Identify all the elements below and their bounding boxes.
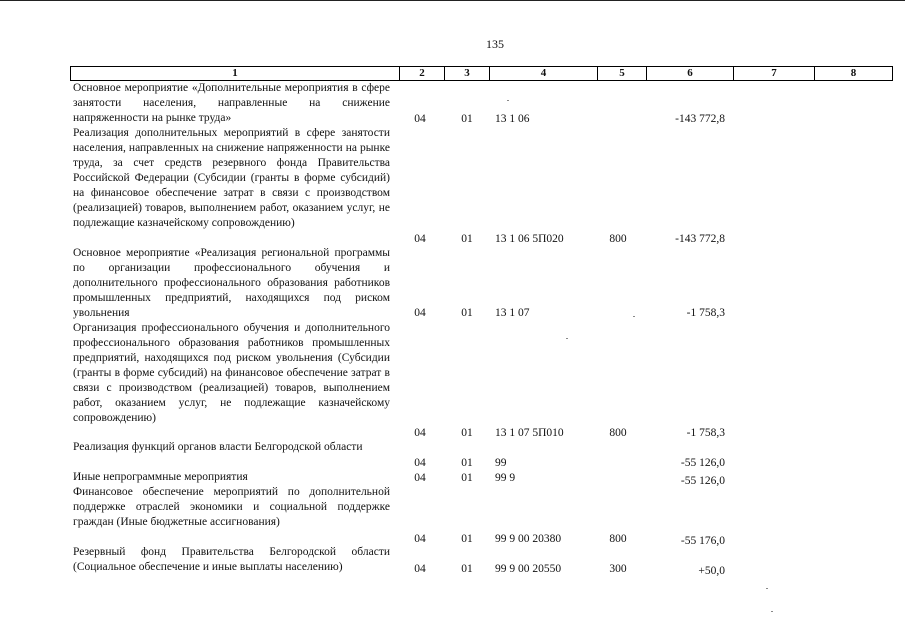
row-amount: -143 772,8 [675,233,725,245]
row-expense-type: 300 [609,563,627,575]
page-top-edge [0,0,905,1]
row-description: Финансовое обеспечение мероприятий по дополнительной поддержке отраслей экономики и социальной поддержке граждан (Иные бюджетные ассигнования) [73,486,390,528]
row-target-code: 99 9 00 20550 [495,563,562,575]
row-description: Основное мероприятие «Дополнительные мероприятия в сфере занятости населения, направленные на снижение напряженности на рынке труда» [73,82,390,124]
row-target-code: 13 1 06 [495,113,530,125]
row-subsection-code: 01 [461,307,473,319]
row-amount: -1 758,3 [686,427,725,439]
row-subsection-code: 01 [461,113,473,125]
scan-speck [566,338,568,339]
column-header-table [70,66,893,81]
row-amount: +50,0 [698,565,725,577]
row-section-code: 04 [414,533,426,545]
row-section-code: 04 [414,427,426,439]
row-target-code: 13 1 06 5П020 [495,233,564,245]
row-description: Резервный фонд Правительства Белгородской области (Социальное обеспечение и иные выплаты населению) [73,546,390,573]
row-amount: -55 176,0 [680,535,725,547]
column-header-8: 8 [815,67,893,81]
scan-speck [633,316,635,317]
row-expense-type: 800 [609,233,627,245]
row-target-code: 99 9 [495,472,516,484]
row-amount: -143 772,8 [675,113,725,125]
row-amount: -55 126,0 [680,457,725,469]
column-header-1: 1 [71,67,400,81]
column-header-6: 6 [647,67,734,81]
column-header-3: 3 [445,67,490,81]
row-description: Организация профессионального обучения и дополнительного профессионального образования работников промышленных предприятий, находящихся под риском увольнения (Субсидии (гранты в форме субсидий) на финансовое обеспечение затрат в связи с производством (реализацией) товаров, выполнением работ, оказанием услуг, не подлежащие казначейскому сопровождению) [73,322,390,424]
row-description: Реализация дополнительных мероприятий в сфере занятости населения, направленных на снижение напряженности на рынке труда, за счет средств резервного фонда Правительства Российской Федерации (Субсидии (гранты в форме субсидий) на финансовое обеспечение затрат в связи с производством (реализацией) товаров, выполнением работ, оказанием услуг, не подлежащие казначейскому сопровождению) [73,127,390,229]
row-subsection-code: 01 [461,427,473,439]
row-section-code: 04 [414,113,426,125]
row-subsection-code: 01 [461,533,473,545]
column-header-7: 7 [734,67,815,81]
row-section-code: 04 [414,307,426,319]
row-subsection-code: 01 [461,472,473,484]
row-amount: -55 126,0 [680,475,725,487]
row-section-code: 04 [414,457,426,469]
row-expense-type: 800 [609,533,627,545]
row-amount: -1 758,3 [686,307,725,319]
row-subsection-code: 01 [461,563,473,575]
scan-speck [766,588,768,589]
scan-speck [771,611,773,612]
row-target-code: 13 1 07 5П010 [495,427,564,439]
row-description: Реализация функций органов власти Белгородской области [73,441,363,453]
row-description: Основное мероприятие «Реализация региональной программы по организации профессионального обучения и дополнительного профессионального образования работников промышленных предприятий, находящихся под риском увольнения [73,247,390,319]
row-section-code: 04 [414,233,426,245]
column-header-2: 2 [400,67,445,81]
row-description: Иные непрограммные мероприятия [73,471,248,483]
scan-speck [507,100,509,101]
page-number: 135 [486,37,504,51]
row-target-code: 99 [495,457,507,469]
row-section-code: 04 [414,472,426,484]
row-section-code: 04 [414,563,426,575]
row-subsection-code: 01 [461,233,473,245]
row-target-code: 99 9 00 20380 [495,533,562,545]
column-header-5: 5 [598,67,647,81]
column-header-row [71,67,893,81]
row-subsection-code: 01 [461,457,473,469]
row-expense-type: 800 [609,427,627,439]
row-target-code: 13 1 07 [495,307,530,319]
column-header-4: 4 [490,67,598,81]
